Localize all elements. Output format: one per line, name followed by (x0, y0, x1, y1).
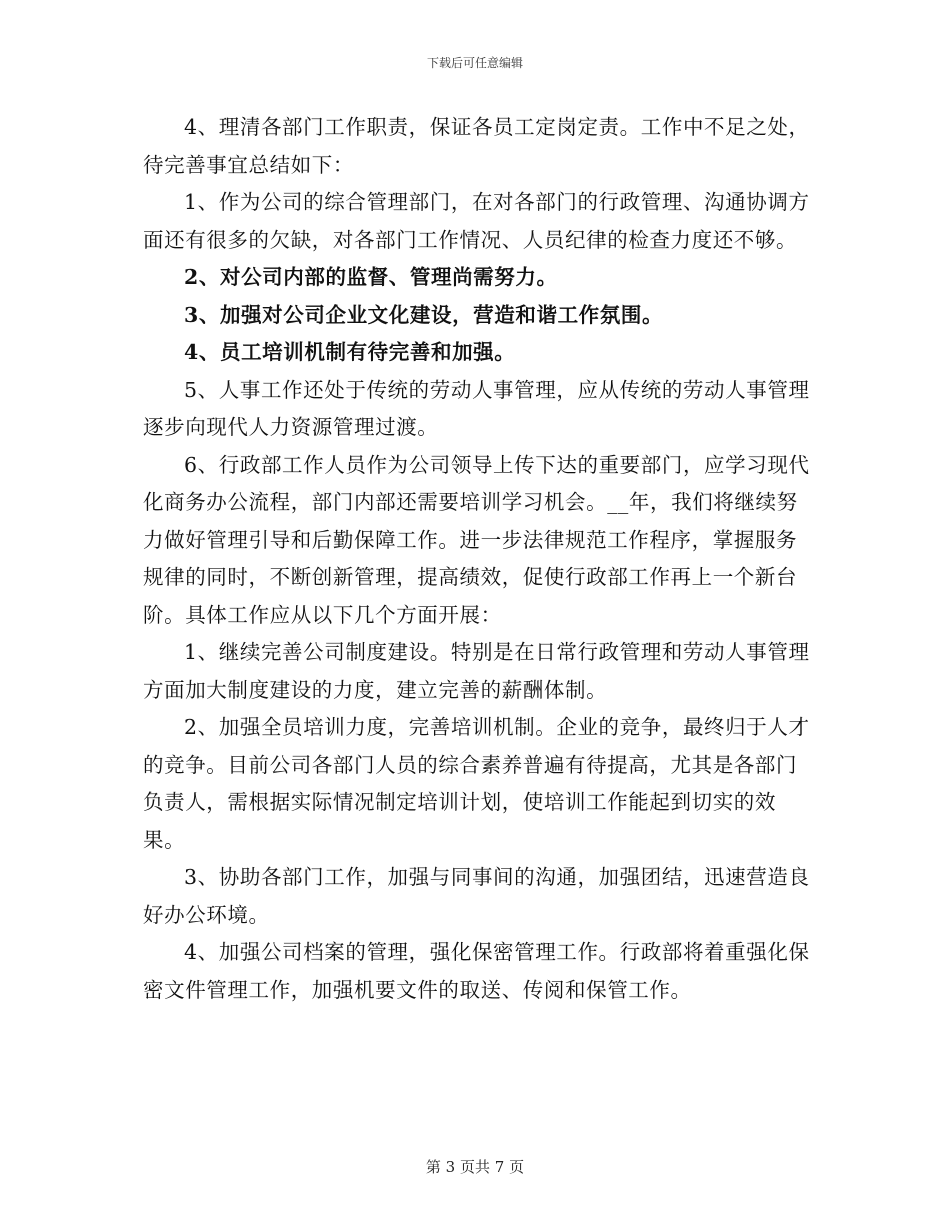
paragraph-3: 2、对公司内部的监督、管理尚需努力。 (184, 265, 558, 289)
page-header: 下载后可任意编辑 (426, 56, 523, 70)
document-body (143, 109, 813, 1009)
paragraph-2: 1、作为公司的综合管理部门，在对各部门的行政管理、沟通协调方面还有很多的欠缺，对各部门工作情况、人员纪律的检查力度还不够。 (143, 190, 810, 252)
paragraph-6: 5、人事工作还处于传统的劳动人事管理，应从传统的劳动人事管理逐步向现代人力资源管理过渡。 (143, 377, 810, 439)
paragraph-8: 1、继续完善公司制度建设。特别是在日常行政管理和劳动人事管理方面加大制度建设的力度，建立完善的薪酬体制。 (143, 640, 810, 702)
paragraph-1: 4、理清各部门工作职责，保证各员工定岗定责。工作中不足之处，待完善事宜总结如下： (143, 115, 810, 177)
paragraph-9: 2、加强全员培训力度，完善培训机制。企业的竞争，最终归于人才的竞争。目前公司各部门人员的综合素养普遍有待提高，尤其是各部门负责人，需根据实际情况制定培训计划，使培训工作能起到切实的效果。 (143, 715, 810, 852)
page-footer: 第 3 页共 7 页 (425, 1158, 525, 1176)
paragraph-10: 3、协助各部门工作，加强与同事间的沟通，加强团结，迅速营造良好办公环境。 (143, 865, 810, 927)
paragraph-5: 4、员工培训机制有待完善和加强。 (184, 340, 516, 364)
paragraph-4: 3、加强对公司企业文化建设，营造和谐工作氛围。 (184, 302, 664, 327)
paragraph-11: 4、加强公司档案的管理，强化保密管理工作。行政部将着重强化保密文件管理工作，加强机要文件的取送、传阅和保管工作。 (143, 940, 810, 1002)
paragraph-7: 6、行政部工作人员作为公司领导上传下达的重要部门，应学习现代化商务办公流程，部门内部还需要培训学习机会。__年，我们将继续努力做好管理引导和后勤保障工作。进一步法律规范工作程序，掌握服务规律的同时，不断创新管理，提高绩效，促使行政部工作再上一个新台阶。具体工作应从以下几个方面开展： (143, 452, 810, 627)
